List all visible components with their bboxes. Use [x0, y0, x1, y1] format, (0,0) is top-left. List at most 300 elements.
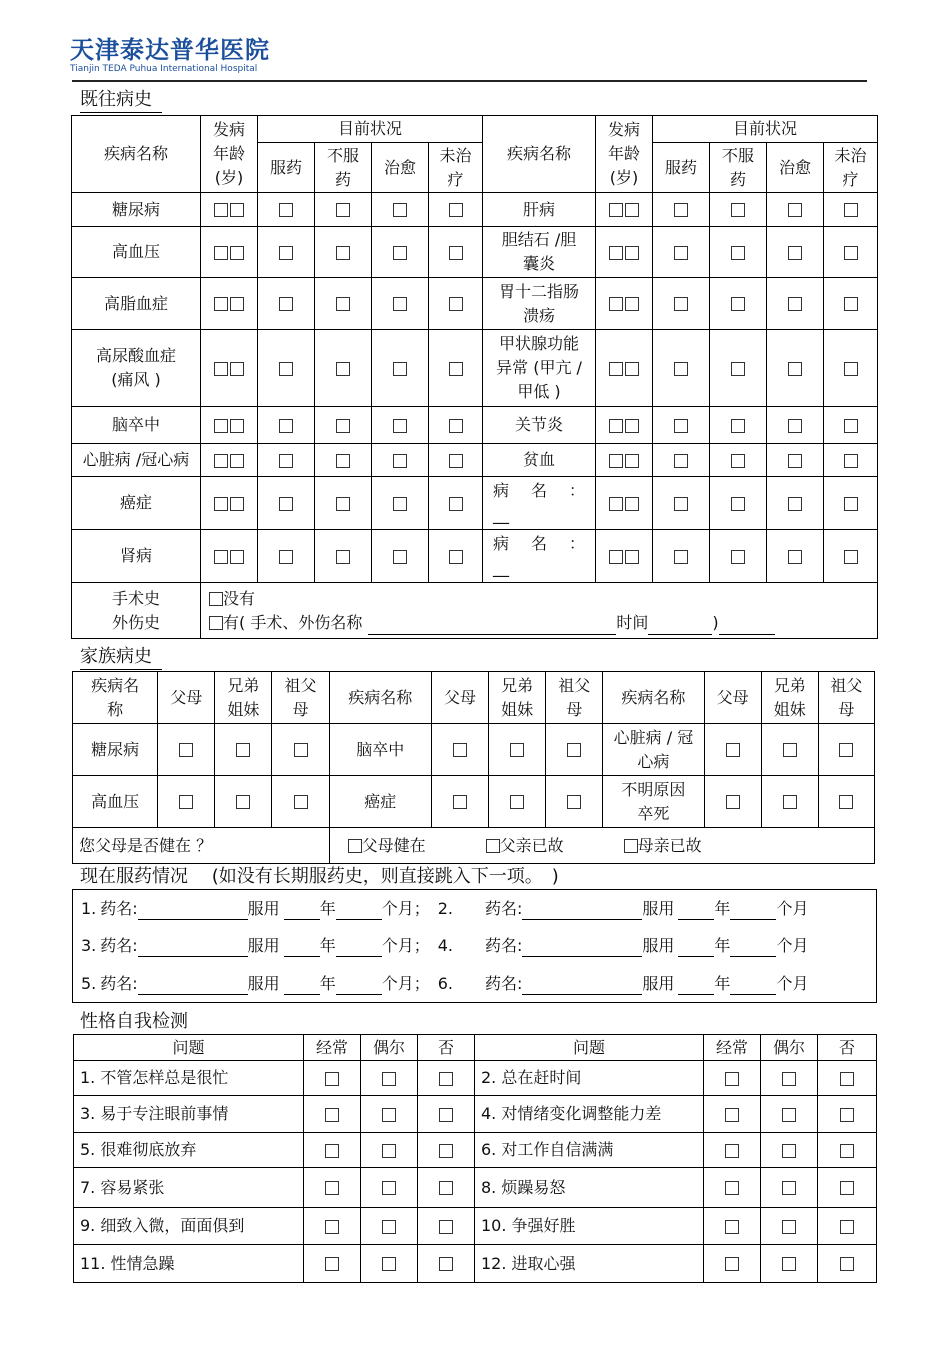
status-checkbox[interactable] [336, 550, 350, 564]
relative-cell [704, 724, 761, 776]
relative-checkbox[interactable] [783, 795, 797, 809]
answer-checkbox[interactable] [382, 1220, 396, 1234]
status-checkbox[interactable] [844, 454, 858, 468]
status-cell [710, 444, 767, 477]
relative-checkbox[interactable] [567, 743, 581, 757]
years-field[interactable] [284, 901, 320, 920]
status-checkbox[interactable] [449, 246, 463, 260]
age-digit-box[interactable] [625, 497, 639, 511]
status-checkbox[interactable] [336, 246, 350, 260]
status-cell [315, 444, 372, 477]
surgery-time-field[interactable] [648, 616, 712, 635]
header-label: 母 [566, 699, 583, 719]
status-checkbox[interactable] [731, 419, 745, 433]
status-cell [429, 530, 483, 583]
answer-checkbox[interactable] [782, 1108, 796, 1122]
disease-name: 心脏病 /冠心病 [82, 450, 190, 469]
header-label: 疗 [447, 169, 464, 189]
question-cell [475, 1168, 704, 1208]
separator: ； [413, 974, 430, 993]
age-digit-box[interactable] [214, 497, 228, 511]
hospital-logo [70, 36, 270, 74]
status-checkbox[interactable] [279, 550, 293, 564]
answer-cell [304, 1208, 361, 1245]
disease-name: 胆结石 /胆 [501, 230, 577, 249]
onset-age-cell [201, 227, 258, 278]
onset-age-cell [596, 330, 653, 407]
onset-age-cell [201, 407, 258, 444]
answer-checkbox[interactable] [782, 1257, 796, 1271]
answer-checkbox[interactable] [325, 1257, 339, 1271]
relative-cell [818, 776, 874, 828]
answer-checkbox[interactable] [725, 1220, 739, 1234]
year-label: 年 [714, 936, 731, 955]
onset-age-cell [596, 530, 653, 583]
relative-checkbox[interactable] [783, 743, 797, 757]
parents-option-checkbox[interactable] [348, 839, 362, 853]
use-label: 服用 [247, 936, 280, 955]
answer-cell [361, 1208, 418, 1245]
status-checkbox[interactable] [788, 297, 802, 311]
header-label: 未治 [834, 145, 867, 165]
personality-header-cell [74, 1035, 304, 1061]
status-checkbox[interactable] [731, 550, 745, 564]
status-checkbox[interactable] [393, 550, 407, 564]
table-row [74, 1168, 877, 1208]
personality-header-cell [304, 1035, 361, 1061]
answer-checkbox[interactable] [439, 1257, 453, 1271]
age-digit-box[interactable] [230, 297, 244, 311]
header-label: 称 [107, 699, 124, 719]
status-checkbox[interactable] [674, 297, 688, 311]
status-checkbox[interactable] [279, 454, 293, 468]
question-text: 4. 对情绪变化调整能力差 [481, 1104, 662, 1123]
disease-name: 甲低 ) [517, 382, 561, 401]
surgery-yes-option [209, 611, 875, 635]
months-field[interactable] [730, 938, 776, 957]
age-digit-box[interactable] [609, 419, 623, 433]
relative-checkbox[interactable] [726, 743, 740, 757]
relative-checkbox[interactable] [236, 743, 250, 757]
status-checkbox[interactable] [844, 497, 858, 511]
disease-name-underline[interactable]: __ [493, 558, 510, 577]
parents-row [73, 828, 875, 864]
status-checkbox[interactable] [336, 454, 350, 468]
table-row [72, 444, 878, 477]
drug-name-field[interactable] [138, 938, 248, 957]
header-label: 药 [730, 169, 747, 189]
table-row [74, 1061, 877, 1096]
medication-number: 4. [437, 936, 453, 955]
answer-checkbox[interactable] [725, 1072, 739, 1086]
answer-cell [818, 1245, 877, 1283]
status-cell [710, 530, 767, 583]
status-checkbox[interactable] [393, 497, 407, 511]
answer-checkbox[interactable] [439, 1220, 453, 1234]
status-checkbox[interactable] [393, 454, 407, 468]
relative-cell [158, 724, 215, 776]
answer-checkbox[interactable] [325, 1072, 339, 1086]
table-row [72, 193, 878, 227]
status-checkbox[interactable] [731, 497, 745, 511]
age-digit-box[interactable] [230, 454, 244, 468]
answer-checkbox[interactable] [382, 1181, 396, 1195]
relative-checkbox[interactable] [453, 743, 467, 757]
header-label: 疾病名称 [103, 144, 168, 163]
age-digit-box[interactable] [214, 550, 228, 564]
table-row [72, 330, 878, 407]
status-checkbox[interactable] [279, 203, 293, 217]
surgery-none-option [209, 587, 875, 611]
relative-checkbox[interactable] [179, 743, 193, 757]
age-digit-box[interactable] [230, 203, 244, 217]
age-digit-box[interactable] [609, 297, 623, 311]
header-label: 目前状况 [338, 119, 403, 138]
age-digit-box[interactable] [214, 297, 228, 311]
header-label: 兄弟 [227, 675, 260, 695]
age-digit-box[interactable] [625, 297, 639, 311]
age-digit-box[interactable] [230, 362, 244, 376]
relative-checkbox[interactable] [236, 795, 250, 809]
status-cell [653, 407, 710, 444]
status-checkbox[interactable] [731, 297, 745, 311]
age-digit-box[interactable] [609, 550, 623, 564]
age-digit-box[interactable] [214, 454, 228, 468]
answer-checkbox[interactable] [782, 1072, 796, 1086]
header-label: 否 [838, 1037, 855, 1057]
surgery-yes-checkbox[interactable] [209, 616, 223, 630]
separator: ； [413, 936, 430, 955]
header-label: 疾病名 [91, 675, 140, 695]
status-cell [824, 278, 878, 330]
relative-checkbox[interactable] [839, 743, 853, 757]
age-digit-box[interactable] [625, 362, 639, 376]
relative-cell [546, 776, 603, 828]
age-digit-box[interactable] [230, 246, 244, 260]
disease-name-blank: 病 名 ： [493, 481, 586, 500]
personality-header-cell [361, 1035, 418, 1061]
onset-age-cell [201, 444, 258, 477]
answer-cell [761, 1133, 818, 1168]
answer-checkbox[interactable] [725, 1181, 739, 1195]
age-digit-box[interactable] [609, 497, 623, 511]
answer-checkbox[interactable] [325, 1108, 339, 1122]
family-disease-name [603, 724, 704, 776]
status-cell [710, 227, 767, 278]
age-digit-box[interactable] [214, 419, 228, 433]
status-cell [372, 407, 429, 444]
answer-checkbox[interactable] [840, 1108, 854, 1122]
medication-number: 1. [81, 899, 97, 918]
answer-checkbox[interactable] [725, 1257, 739, 1271]
disease-name: 高脂血症 [103, 293, 168, 313]
medication-entry [438, 899, 809, 918]
months-field[interactable] [730, 901, 776, 920]
medication-line [81, 973, 808, 995]
drug-name-field[interactable] [522, 938, 642, 957]
months-field[interactable] [336, 976, 382, 995]
status-cell [824, 407, 878, 444]
status-checkbox[interactable] [844, 203, 858, 217]
months-field[interactable] [336, 938, 382, 957]
relative-cell [431, 724, 488, 776]
onset-age-cell [201, 330, 258, 407]
status-cell [258, 407, 315, 444]
relative-cell [215, 776, 272, 828]
status-checkbox[interactable] [731, 203, 745, 217]
surgery-row [72, 583, 878, 639]
status-cell [824, 330, 878, 407]
answer-checkbox[interactable] [325, 1220, 339, 1234]
status-cell [767, 330, 824, 407]
age-digit-box[interactable] [625, 454, 639, 468]
relative-checkbox[interactable] [839, 795, 853, 809]
question-text: 10. 争强好胜 [481, 1216, 576, 1235]
answer-cell [418, 1168, 475, 1208]
separator: ； [413, 899, 430, 918]
answer-checkbox[interactable] [840, 1144, 854, 1158]
age-digit-box[interactable] [609, 454, 623, 468]
drug-name-field[interactable] [138, 976, 248, 995]
age-digit-box[interactable] [609, 246, 623, 260]
family-header-cell [158, 672, 215, 724]
age-digit-box[interactable] [214, 362, 228, 376]
status-checkbox[interactable] [674, 497, 688, 511]
age-digit-box[interactable] [214, 203, 228, 217]
answer-checkbox[interactable] [840, 1181, 854, 1195]
status-checkbox[interactable] [788, 550, 802, 564]
age-digit-box[interactable] [625, 419, 639, 433]
parents-options-cell [329, 828, 874, 864]
age-digit-box[interactable] [609, 362, 623, 376]
answer-checkbox[interactable] [325, 1144, 339, 1158]
disease-name: 溃疡 [523, 305, 556, 325]
age-digit-box[interactable] [214, 246, 228, 260]
drug-name-field[interactable] [522, 901, 642, 920]
answer-checkbox[interactable] [439, 1108, 453, 1122]
relative-checkbox[interactable] [510, 743, 524, 757]
parents-option-label: 父母健在 [361, 835, 426, 855]
relative-checkbox[interactable] [567, 795, 581, 809]
answer-checkbox[interactable] [840, 1072, 854, 1086]
family-header-cell [761, 672, 818, 724]
answer-checkbox[interactable] [382, 1072, 396, 1086]
status-checkbox[interactable] [336, 297, 350, 311]
relative-checkbox[interactable] [179, 795, 193, 809]
status-checkbox[interactable] [336, 362, 350, 376]
status-cell [372, 193, 429, 227]
status-checkbox[interactable] [449, 203, 463, 217]
relative-checkbox[interactable] [453, 795, 467, 809]
status-cell [429, 477, 483, 530]
status-checkbox[interactable] [844, 419, 858, 433]
table-row [72, 278, 878, 330]
months-field[interactable] [336, 901, 382, 920]
years-field[interactable] [678, 901, 714, 920]
header-label: 父母 [170, 687, 203, 707]
header-label: 年龄 [608, 144, 641, 163]
status-checkbox[interactable] [449, 419, 463, 433]
header-label: 发病 [608, 120, 641, 139]
age-digit-box[interactable] [625, 550, 639, 564]
table-row [74, 1096, 877, 1133]
answer-checkbox[interactable] [439, 1181, 453, 1195]
answer-checkbox[interactable] [325, 1181, 339, 1195]
medication-entry [81, 936, 438, 955]
past-history-title: 既往病史 [80, 88, 162, 113]
surgery-name-field[interactable] [368, 616, 616, 635]
answer-cell [361, 1061, 418, 1096]
header-status-col [710, 143, 767, 193]
status-checkbox[interactable] [449, 550, 463, 564]
relative-cell [546, 724, 603, 776]
status-checkbox[interactable] [731, 362, 745, 376]
answer-checkbox[interactable] [782, 1181, 796, 1195]
status-checkbox[interactable] [844, 362, 858, 376]
age-digit-box[interactable] [230, 419, 244, 433]
answer-cell [761, 1245, 818, 1283]
age-digit-box[interactable] [625, 246, 639, 260]
answer-checkbox[interactable] [782, 1220, 796, 1234]
status-checkbox[interactable] [449, 454, 463, 468]
answer-cell [304, 1096, 361, 1133]
header-label: 经常 [315, 1037, 348, 1057]
status-checkbox[interactable] [674, 550, 688, 564]
status-cell [767, 278, 824, 330]
answer-cell [818, 1168, 877, 1208]
status-checkbox[interactable] [844, 297, 858, 311]
status-checkbox[interactable] [393, 203, 407, 217]
answer-cell [361, 1133, 418, 1168]
status-cell [710, 407, 767, 444]
status-checkbox[interactable] [674, 203, 688, 217]
drug-name-field[interactable] [522, 976, 642, 995]
disease-name: 胃十二指肠 [499, 281, 580, 301]
answer-checkbox[interactable] [725, 1108, 739, 1122]
age-digit-box[interactable] [230, 497, 244, 511]
status-cell [710, 477, 767, 530]
status-checkbox[interactable] [393, 297, 407, 311]
status-checkbox[interactable] [788, 454, 802, 468]
status-cell [429, 407, 483, 444]
status-cell [429, 330, 483, 407]
header-label: 母 [838, 699, 855, 719]
status-checkbox[interactable] [674, 454, 688, 468]
header-status-col [767, 143, 824, 193]
answer-checkbox[interactable] [725, 1144, 739, 1158]
status-checkbox[interactable] [393, 246, 407, 260]
disease-name-cell [72, 227, 201, 278]
status-cell [710, 193, 767, 227]
header-label: 姐妹 [773, 699, 806, 719]
status-checkbox[interactable] [731, 246, 745, 260]
status-checkbox[interactable] [449, 297, 463, 311]
parents-option-checkbox[interactable] [486, 839, 500, 853]
relative-checkbox[interactable] [294, 795, 308, 809]
status-checkbox[interactable] [674, 246, 688, 260]
status-cell [653, 330, 710, 407]
status-checkbox[interactable] [674, 362, 688, 376]
family-header-cell [546, 672, 603, 724]
status-checkbox[interactable] [279, 497, 293, 511]
answer-cell [704, 1208, 761, 1245]
months-field[interactable] [730, 976, 776, 995]
age-digit-box[interactable] [230, 550, 244, 564]
status-checkbox[interactable] [788, 203, 802, 217]
status-cell [429, 278, 483, 330]
answer-checkbox[interactable] [382, 1144, 396, 1158]
relative-checkbox[interactable] [726, 795, 740, 809]
disease-name: 糖尿病 [91, 739, 140, 759]
years-field[interactable] [678, 976, 714, 995]
status-checkbox[interactable] [393, 419, 407, 433]
personality-header-cell [418, 1035, 475, 1061]
status-checkbox[interactable] [844, 246, 858, 260]
status-checkbox[interactable] [788, 497, 802, 511]
status-checkbox[interactable] [393, 362, 407, 376]
drug-label: 药名: [485, 936, 523, 955]
answer-checkbox[interactable] [782, 1144, 796, 1158]
status-checkbox[interactable] [279, 419, 293, 433]
answer-checkbox[interactable] [439, 1144, 453, 1158]
answer-checkbox[interactable] [382, 1257, 396, 1271]
parents-question: 您父母是否健在 ？ [79, 835, 213, 855]
answer-checkbox[interactable] [840, 1220, 854, 1234]
status-checkbox[interactable] [788, 246, 802, 260]
status-checkbox[interactable] [279, 362, 293, 376]
parents-option [348, 834, 426, 858]
relative-checkbox[interactable] [510, 795, 524, 809]
years-field[interactable] [284, 938, 320, 957]
answer-cell [361, 1245, 418, 1283]
question-cell [74, 1245, 304, 1283]
relative-cell [761, 776, 818, 828]
status-checkbox[interactable] [336, 497, 350, 511]
answer-checkbox[interactable] [840, 1257, 854, 1271]
status-checkbox[interactable] [731, 454, 745, 468]
relative-checkbox[interactable] [294, 743, 308, 757]
status-checkbox[interactable] [279, 246, 293, 260]
header-disease-name [72, 116, 201, 193]
disease-name-underline[interactable]: __ [493, 505, 510, 524]
answer-checkbox[interactable] [382, 1108, 396, 1122]
status-checkbox[interactable] [788, 362, 802, 376]
medication-number: 3. [81, 936, 97, 955]
answer-checkbox[interactable] [439, 1072, 453, 1086]
age-digit-box[interactable] [609, 203, 623, 217]
status-checkbox[interactable] [279, 297, 293, 311]
status-checkbox[interactable] [449, 362, 463, 376]
status-checkbox[interactable] [844, 550, 858, 564]
status-checkbox[interactable] [336, 203, 350, 217]
age-digit-box[interactable] [625, 203, 639, 217]
question-cell [74, 1061, 304, 1096]
status-checkbox[interactable] [336, 419, 350, 433]
header-label: 祖父 [284, 675, 317, 695]
onset-age-cell [596, 278, 653, 330]
years-field[interactable] [678, 938, 714, 957]
disease-name: 肾病 [119, 546, 152, 565]
onset-age-cell [201, 477, 258, 530]
status-checkbox[interactable] [674, 419, 688, 433]
years-field[interactable] [284, 976, 320, 995]
status-checkbox[interactable] [449, 497, 463, 511]
drug-name-field[interactable] [138, 901, 248, 920]
surgery-none-checkbox[interactable] [209, 592, 223, 606]
onset-age-cell [201, 530, 258, 583]
parents-option-checkbox[interactable] [624, 839, 638, 853]
status-checkbox[interactable] [788, 419, 802, 433]
